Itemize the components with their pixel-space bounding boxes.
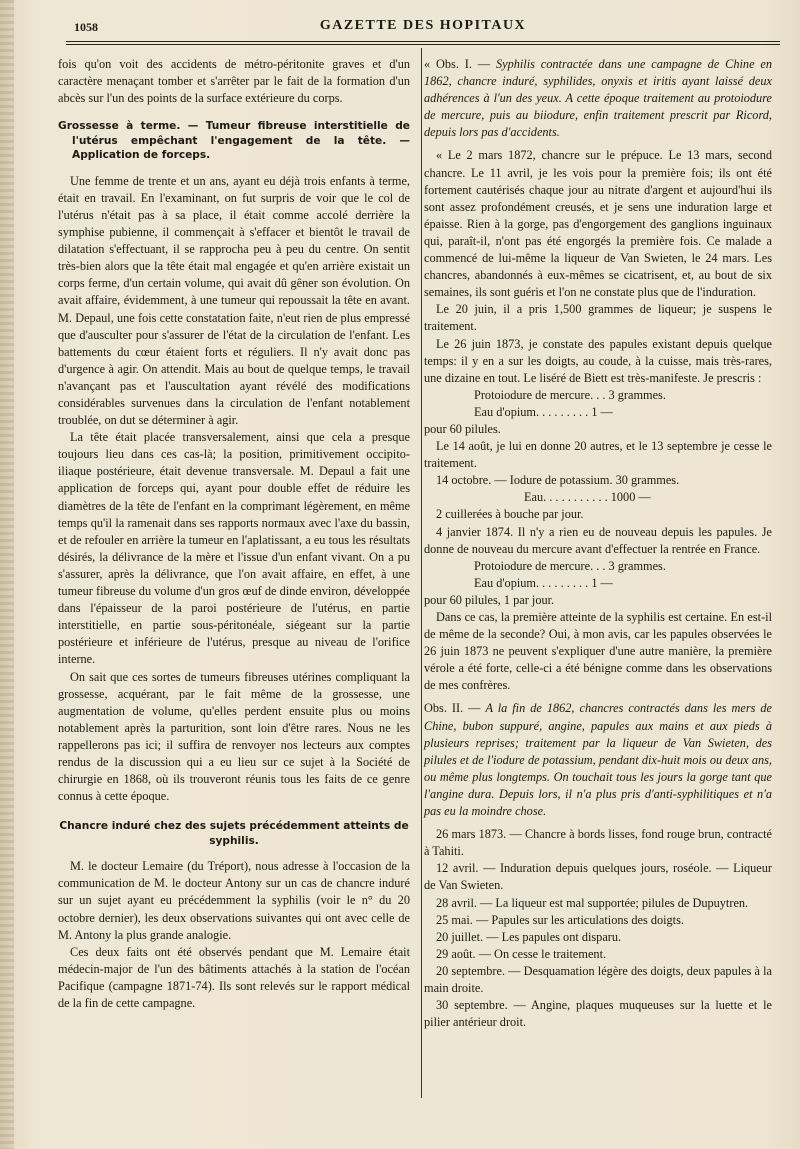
observation-1-summary [424,56,772,141]
journal-title: GAZETTE DES HOPITAUX [319,18,527,33]
prescription-line: Eau d'opium. . . . . . . . . 1 — [474,404,613,419]
paragraph: Le 26 juin 1873, je constate des papules existant depuis quelque temps: il y en a sur les doigts, au coude, à la cuisse, mais très-rares, une dizaine en tout. Le liséré de Biett est très-manifeste. Je prescris : [424,336,772,385]
paragraph: Une femme de trente et un ans, ayant eu déjà trois enfants à terme, était en travail. En l'examinant, on fut surpris de voir que le col de l'utérus n'était pas à sa place, il était comme accolé derrière la symphise pubienne, il commençait à s'effacer et bientôt le travail de dilatation s'effectuant, il se rapprocha peu à peu du centre. On sentit très-bien alors que la tête était mal engagée et qu'en arrière existait un corps ferme, d'un certain volume, qui avait dû gêner son évolution. On avait affaire, évidemment, à une tumeur qui repoussait la tête en avant. M. Depaul, une fois cette constatation faite, n'eut rien de plus empressé que d'ausculter pour s'assurer de l'état de la circulation de l'enfant. Les battements du cœur étaient forts et réguliers. Il n'y avait donc pas d'urgence à agir. On attendit. Mais au bout de quelque temps, le travail n'avançant pas et l'auscultation ayant révélé des modifications considérables survenues dans la circulation de l'enfant notablement troublée, on dut se déterminer à agir. [58,173,410,428]
page-binding-edge [0,0,14,1149]
prescription-line: 14 octobre. — Iodure de potassium. 30 grammes. [436,473,680,488]
prescription-line: Eau d'opium. . . . . . . . . 1 — [474,575,613,590]
paragraph: 29 août. — On cesse le traitement. [436,946,607,961]
observation-label: « Obs. I. — [424,57,491,71]
right-column [424,56,772,1031]
paragraph: 12 avril. — Induration depuis quelques jours, roséole. — Liqueur de Van Swieten. [424,861,772,893]
paragraph: « Le 2 mars 1872, chancre sur le prépuce. Le 13 mars, second chancre. Le 11 avril, je les vois pour la première fois; ils ont été fortement cautérisés chaque jour au nitrate d'argent et aujourd'hui ils sont assez profondément creusés, et je sens une induration large et épaisse. Rien à la gorge, pas d'engorgement des ganglions inguinaux qui, paraît-il, n'ont pas été engorgés la première fois. Ce malade a commencé de lui-même la liqueur de Van Swieten, le 24 mars. Les chancres, abandonnés à eux-mêmes se cicatrisent, et, au bout de six semaines, ils sont guéris et l'on ne constate plus que de l'induration. [424,148,772,300]
paragraph: Dans ce cas, la première atteinte de la syphilis est certaine. En est-il de même de la seconde? Oui, à mon avis, car les papules observées le 26 juin 1873 ne peuvent s'expliquer d'une autre manière, la première vérole a été forte, celle-ci a été bénigne comme dans les observations de mes confrères. [424,610,772,693]
left-column [58,56,410,1012]
observation-2-summary [424,700,772,820]
observation-summary-text: Syphilis contractée dans une campagne de Chine en 1862, chancre induré, syphilides, onyxis et iritis ayant laissé deux adhérences à l'un des yeux. A cette époque traitement au protoiodure de mercure, puis au biiodure, enfin traitement prescrit par Ricord, depuis lors pas d'accidents. [424,57,772,140]
paragraph: On sait que ces sortes de tumeurs fibreuses utérines compliquant la grossesse, acquérant, par le fait même de la grossesse, une augmentation de volume, qu'elles perdent ensuite plus ou moins notablement après la parturition, sont loin d'être rares. Nous ne les rappellerons pas ici; il suffira de renvoyer nos lecteurs aux comptes rendus de la discussion qui a eu lieu sur ce sujet à la Société de chirurgie en 1868, où ils trouveront réunis tous les faits de ce genre connus à cette époque. [58,669,410,804]
page-header [66,14,780,40]
paragraph: Ces deux faits ont été observés pendant que M. Lemaire était médecin-major de l'un des bâtiments attachés à la station de l'océan Pacifique (campagne 1871-74). Ils sont relevés sur le rapport médical de la fin de cette campagne. [58,944,410,1010]
paragraph: Le 14 août, je lui en donne 20 autres, et le 13 septembre je cesse le traitement. [424,439,772,471]
section-heading-grossesse: Grossesse à terme. — Tumeur fibreuse interstitielle de l'utérus empêchant l'engagement de la tête. — Application de forceps. [58,120,410,162]
paragraph: 26 mars 1873. — Chancre à bords lisses, fond rouge brun, contracté à Tahiti. [424,827,772,859]
observation-label: Obs. II. — [424,701,481,716]
paragraph: 28 avril. — La liqueur est mal supportée; pilules de Dupuytren. [436,895,749,910]
paragraph: 4 janvier 1874. Il n'y a rien eu de nouveau depuis les papules. Je donne de nouveau du mercure avant d'effectuer la rentrée en France. [424,524,772,556]
paragraph: La tête était placée transversalement, ainsi que cela a presque toujours lieu dans ces cas-là; la position, primitivement occipito-iliaque postérieure, était devenue transversale. M. Depaul a fait une application de forceps qui, ayant pour double effet de réduire les diamètres de la tête de l'enfant en la comprimant légèrement, en même temps qu'il la ramenait dans ses rapports normaux avec l'axe du bassin, et de refouler en arrière la tumeur en l'aplatissant, a eu tous les résultats désirés, la délivrance de la mère et l'issue d'un enfant vivant. On a pu s'assurer, après la délivrance, que l'on avait affaire, en effet, à une tumeur fibreuse du volume d'un gros œuf de dinde environ, développée dans l'épaisseur de la paroi postérieure de l'utérus, en partie interstitielle, en partie sous-péritonéale, siégeant sur la partie postérieure et inférieure de l'utérus, presque au niveau de l'orifice interne. [58,430,410,667]
header-rule-top [66,41,780,42]
prescription-line: Protoiodure de mercure. . . 3 grammes. [474,558,666,573]
prescription-line: Protoiodure de mercure. . . 3 grammes. [474,387,666,402]
page-number: 1058 [74,20,98,34]
paragraph-intro: fois qu'on voit des accidents de métro-péritonite graves et d'un caractère menaçant tomber et s'arrêter par le fait de la formation d'un abcès sur l'un des points de la surface extérieure du corps. [58,57,410,106]
paragraph: 20 septembre. — Desquamation légère des doigts, deux papules à la main droite. [424,963,772,995]
prescription-line: 2 cuillerées à bouche par jour. [436,507,584,522]
prescription-line: Eau. . . . . . . . . . . 1000 — [524,490,651,505]
paragraph: M. le docteur Lemaire (du Tréport), nous adresse à l'occasion de la communication de M. le docteur Antony sur un cas de chancre induré sur un sujet ayant eu précédemment la syphilis (voir le n° du 20 octobre dernier), les deux observations suivantes qui ont avec celle de M. Antony la plus grande analogie. [58,859,410,942]
paragraph: 20 juillet. — Les papules ont disparu. [436,929,622,944]
column-divider [421,48,422,1098]
paragraph: Le 20 juin, il a pris 1,500 grammes de liqueur; je suspens le traitement. [424,302,772,334]
section-heading-chancre: Chancre induré chez des sujets précédemment atteints de syphilis. [59,820,409,847]
paragraph: 25 mai. — Papules sur les articulations des doigts. [436,912,684,927]
observation-summary-text: A la fin de 1862, chancres contractés dans les mers de Chine, bubon suppuré, angine, papules aux mains et aux pieds à plusieurs reprises; traitement par la liqueur de Van Swieten, des pilules et de l'iodure de potassium, pendant dix-huit mois ou deux ans, ou même plus longtemps. On touchait tous les jours la gorge tant que l'angine dura. Depuis lors, il n'a plus pris d'anti-syphilitiques et n'a pas eu la moindre chose. [424,701,772,819]
header-rule-bottom [66,44,780,45]
prescription-line: pour 60 pilules, 1 par jour. [424,592,555,607]
prescription-line: pour 60 pilules. [424,421,501,436]
paragraph: 30 septembre. — Angine, plaques muqueuses sur la luette et le pilier antérieur droit. [424,998,772,1030]
